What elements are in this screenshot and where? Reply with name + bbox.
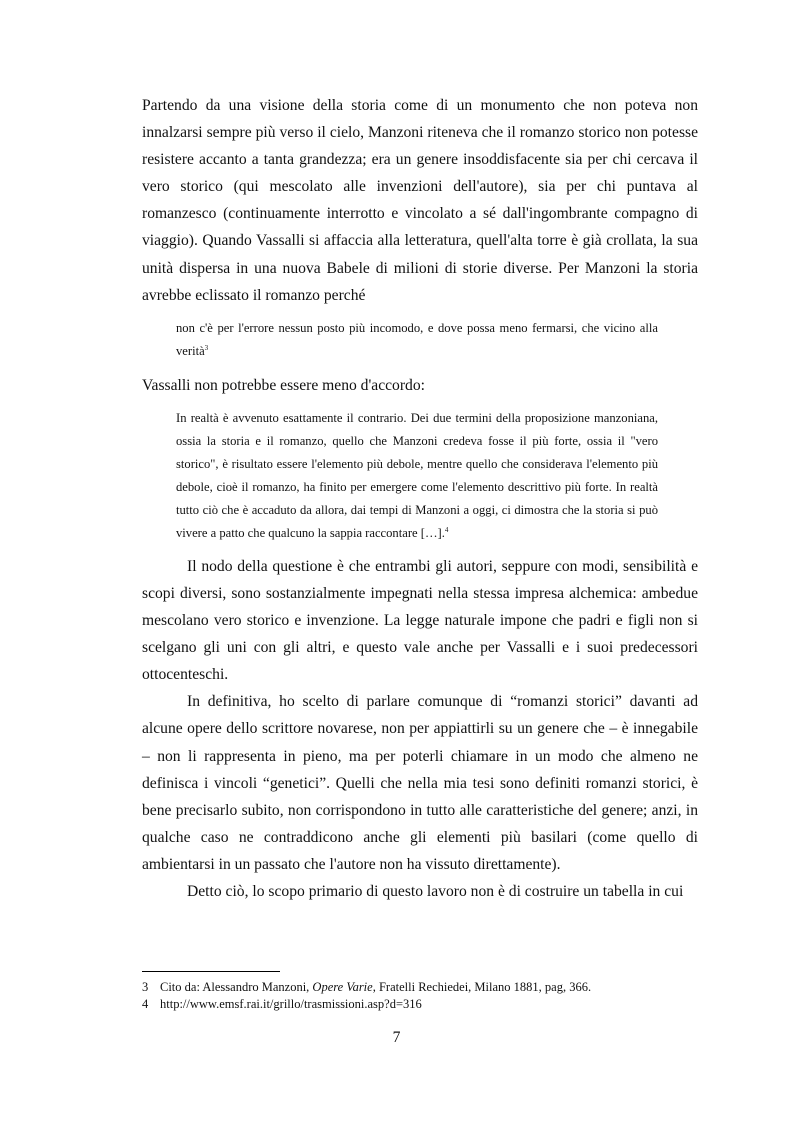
page-body: [142, 92, 698, 905]
footnote-number: 4: [142, 997, 149, 1011]
footnote-ref-4[interactable]: 4: [444, 525, 449, 534]
footnote-text: Cito da: Alessandro Manzoni,: [160, 980, 313, 994]
footnote-4: [142, 996, 702, 1013]
page-number: 7: [392, 1029, 401, 1046]
paragraph-core-question: Il nodo della questione è che entrambi gli autori, seppure con modi, sensibilità e scopi diversi, sono sostanzialmente impegnati nella stessa impresa alchemica: ambedue mescolano vero storico e invenzione. La legge naturale impone che padri e figli non si scelgano gli uni con gli altri, e questo vale anche per Vassalli e i suoi predecessori ottocenteschi.: [142, 557, 698, 684]
paragraph-vassalli-disagrees: Vassalli non potrebbe essere meno d'accordo:: [142, 376, 425, 394]
blockquote-vassalli-text: In realtà è avvenuto esattamente il contrario. Dei due termini della proposizione manzoniana, ossia la storia e il romanzo, quello che Manzoni credeva fosse il più forte, ossia il "vero storico", è risultato essere l'elemento più debole, mentre quello che considerava l'elemento più debole, cioè il romanzo, ha finito per emergere come l'elemento descrittivo più forte. In realtà tutto ciò che è accaduto da allora, dai tempi di Manzoni a oggi, ci dimostra che la storia si può vivere a patto che qualcuno la sappia raccontare […].: [176, 410, 658, 540]
footnote-ref-3[interactable]: 3: [204, 343, 209, 352]
footnote-separator: [142, 971, 280, 972]
footnote-3: [142, 979, 702, 996]
blockquote-manzoni-text: non c'è per l'errore nessun posto più incomodo, e dove possa meno fermarsi, che vicino alla verità: [176, 320, 658, 358]
blockquote-vassalli: [142, 407, 698, 545]
paragraph-definition: In definitiva, ho scelto di parlare comunque di “romanzi storici” davanti ad alcune opere dello scrittore novarese, non per appiattirli su un genere che – è innegabile – non li rappresenta in pieno, ma per poterli chiamare in un modo che almeno ne definisca i vincoli “genetici”. Quelli che nella mia tesi sono definiti romanzi storici, è bene precisarlo subito, non corrispondono in tutto alle caratteristiche del genere; anzi, in qualche caso ne contraddicono anche gli elementi più basilari (come quello di ambientarsi in un passato che l'autore non ha vissuto direttamente).: [142, 693, 698, 873]
footnotes: [142, 979, 702, 1013]
footnote-book-title: Opere Varie: [312, 980, 373, 994]
footnote-url[interactable]: http://www.emsf.rai.it/grillo/trasmissioni.asp?d=316: [160, 997, 422, 1011]
paragraph-purpose: Detto ciò, lo scopo primario di questo lavoro non è di costruire un tabella in cui: [187, 882, 684, 900]
footnote-text: , Fratelli Rechiedei, Milano 1881, pag, 366.: [372, 980, 592, 994]
paragraph-manzoni-view: Partendo da una visione della storia come di un monumento che non poteva non innalzarsi sempre più verso il cielo, Manzoni riteneva che il romanzo storico non potesse resistere accanto a tanta grandezza; era un genere insoddisfacente sia per chi cercava il vero storico (qui mescolato alle invenzioni dell'autore), sia per chi puntava al romanzesco (continuamente interrotto e vincolato a sé dall'ingombrante compagno di viaggio). Quando Vassalli si affaccia alla letteratura, quell'alta torre è già crollata, la sua unità dispersa in una nuova Babele di milioni di storie diverse. Per Manzoni la storia avrebbe eclissato il romanzo perché: [142, 97, 698, 304]
footnote-number: 3: [142, 980, 149, 994]
blockquote-manzoni: [142, 317, 698, 363]
